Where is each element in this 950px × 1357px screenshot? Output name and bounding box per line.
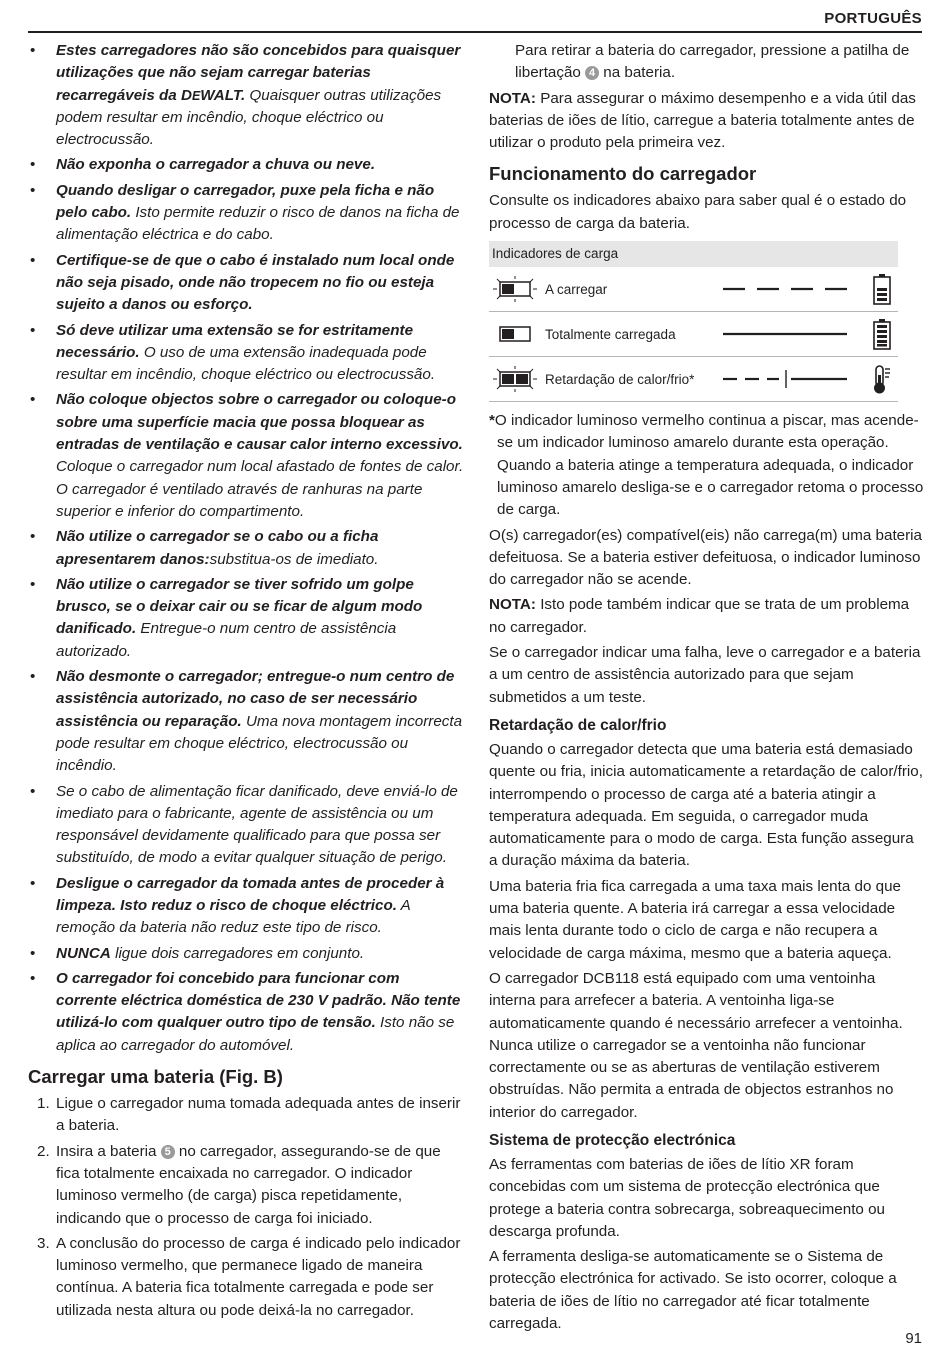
solid-led-icon: [491, 319, 539, 349]
table-row: [489, 357, 898, 402]
note-paragraph: NOTA: Isto pode também indicar que se trata de um problema no carregador.: [489, 596, 910, 636]
list-item: 2. Insira a bateria 5 no carregador, assegurando-se de que fica totalmente encaixada no carregador. O indicador luminoso vermelho (de carga) pisca repetidamente, indicando que o processo de carga foi iniciado.: [37, 1142, 441, 1227]
list-item: • Não exponha o carregador a chuva ou neve.: [28, 154, 464, 176]
list-item: • Só deve utilizar uma extensão se for estritamente necessário. O uso de uma extensão inadequada pode resultar em incêndio, choque eléctrico ou electrocussão.: [28, 320, 464, 387]
fan-paragraph: O carregador DCB118 está equipado com uma ventoinha interna para arrefecer a bateria. A ventoinha liga-se automaticamente quando é necessário arrefecer a ventoinha. Nunca utilize o carregador se a ventoinha não funcionar correctamente ou se as aberturas de ventilação estiverem obstruídas. Não permita a entrada de objectos estranhos no interior do carregador.: [489, 969, 903, 1121]
callout-number-badge: 4: [585, 66, 599, 80]
subsection-title-hot-cold: Retardação de calor/frio: [489, 716, 667, 734]
solid-pattern-icon: [723, 312, 853, 356]
hot-cold-pattern-icon: [723, 357, 853, 401]
protection-shutdown-paragraph: A ferramenta desliga-se automaticamente se o Sistema de protecção electrónica for activado. Se isto ocorrer, coloque a bateria de iões de lítio no carregador até ficar totalmente carregada.: [489, 1248, 897, 1333]
indicator-label: Totalmente carregada: [545, 326, 676, 342]
subsection-title-protection: Sistema de protecção electrónica: [489, 1131, 736, 1149]
section-title-operation: Funcionamento do carregador: [489, 163, 757, 185]
indicator-label: A carregar: [545, 281, 608, 297]
list-item: • Se o cabo de alimentação ficar danificado, deve enviá-lo de imediato para o fabricante, agente de assistência ou um responsável devidamente qualificado para que possa ser substituído, de modo a evitar qualquer situação de perigo.: [28, 781, 464, 870]
defective-battery-paragraph: O(s) carregador(es) compatível(eis) não carrega(m) uma bateria defeituosa. Se a bateria estiver defeituosa, o indicador luminoso do carregador não se acende.: [489, 526, 922, 589]
safety-bullet-list: [28, 40, 464, 1057]
cold-battery-paragraph: Uma bateria fria fica carregada a uma taxa mais lenta do que uma bateria quente. A bateria irá carregar a essa velocidade mais lenta durante todo o ciclo de carga e não recupera a velocidade de carga máxima, mesmo que a bateria aqueça.: [489, 877, 901, 962]
list-item: 3. A conclusão do processo de carga é indicado pelo indicador luminoso vermelho, que permanece ligado de maneira contínua. A bateria fica totalmente carregada e pode ser utilizada nesta altura ou pode deixá-la no carregador.: [37, 1234, 461, 1319]
section-title-charging: Carregar uma bateria (Fig. B): [28, 1066, 283, 1088]
intro-paragraph: Consulte os indicadores abaixo para saber qual é o estado do processo de carga da bateria.: [489, 192, 907, 232]
left-column: [28, 40, 464, 1325]
charge-indicator-table: [489, 241, 898, 402]
table-header: Indicadores de carga: [489, 241, 898, 267]
list-item: • Quando desligar o carregador, puxe pela ficha e não pelo cabo. Isto permite reduzir o risco de danos na ficha de alimentação eléctrica e do cabo.: [28, 180, 464, 247]
remove-battery-text: Para retirar a bateria do carregador, pressione a patilha de libertação 4 na bateria.: [515, 42, 910, 82]
thermometer-icon: [872, 363, 892, 395]
note-paragraph: NOTA: Para assegurar o máximo desempenho e a vida útil das baterias de iões de lítio, carregue a bateria totalmente antes de utilizar o produto pela primeira vez.: [489, 89, 916, 152]
language-header: PORTUGUÊS: [824, 10, 922, 27]
callout-number-badge: 5: [161, 1145, 175, 1159]
blinking-led-icon: [491, 274, 539, 304]
list-item: • Não desmonte o carregador; entregue-o num centro de assistência autorizado, no caso de ser necessário assistência ou reparação. Uma nova montagem incorrecta pode resultar em choque eléctrico, electrocussão ou incêndio.: [28, 666, 464, 777]
list-item: • Não utilize o carregador se tiver sofrido um golpe brusco, se o deixar cair ou se ficar de algum modo danificado. Entregue-o num centro de assistência autorizado.: [28, 574, 464, 663]
right-column: [489, 40, 925, 1338]
blinking-dual-led-icon: [491, 364, 539, 394]
list-item: • O carregador foi concebido para funcionar com corrente eléctrica doméstica de 230 V padrão. Não tente utilizá-lo com qualquer outro tipo de tensão. Isto não se aplica ao carregador do automóvel.: [28, 968, 464, 1057]
list-item: • NUNCA ligue dois carregadores em conjunto.: [28, 943, 464, 965]
header-divider: [28, 31, 922, 33]
list-item: • Não coloque objectos sobre o carregador ou coloque-o sobre uma superfície macia que possa bloquear as entradas de ventilação e causar calor interno excessivo. Coloque o carregador num local afastado de fontes de calor. O carregador é ventilado através de ranhuras na parte superior e inferior do compartimento.: [28, 389, 464, 523]
page-number: 91: [905, 1330, 922, 1347]
charging-steps-list: [28, 1093, 464, 1322]
table-row: [489, 312, 898, 357]
list-item: • Não utilize o carregador se o cabo ou a ficha apresentarem danos:substitua-os de imediato.: [28, 526, 464, 571]
table-row: [489, 267, 898, 312]
list-item: • Desligue o carregador da tomada antes de proceder à limpeza. Isto reduz o risco de choque eléctrico. A remoção da bateria não reduz este tipo de risco.: [28, 873, 464, 940]
list-item: • Certifique-se de que o cabo é instalado num local onde não seja pisado, onde não tropecem no fio ou esteja sujeito a danos ou esforço.: [28, 250, 464, 317]
indicator-label: Retardação de calor/frio*: [545, 371, 695, 387]
list-item: • Estes carregadores não são concebidos para quaisquer utilizações que não sejam carregar baterias recarregáveis da DEWALT. Quaisquer outras utilizações podem resultar em incêndio, choque eléctrico ou electrocussão.: [28, 40, 464, 151]
table-footnote: *O indicador luminoso vermelho continua a piscar, mas acende-se um indicador luminoso amarelo durante esta operação. Quando a bateria atinge a temperatura adequada, o indicador luminoso amarelo desliga-se e o carregador retoma o processo de carga.: [489, 412, 924, 519]
battery-full-icon: [872, 318, 892, 350]
protection-paragraph: As ferramentas com baterias de iões de lítio XR foram concebidas com um sistema de protecção electrónica que protege a bateria contra sobrecarga, sobreaquecimento ou descarga profunda.: [489, 1155, 885, 1240]
blinking-pattern-icon: [723, 267, 853, 311]
battery-charging-icon: [872, 273, 892, 305]
hot-cold-paragraph: Quando o carregador detecta que uma bateria está demasiado quente ou fria, inicia automaticamente a retardação de calor/frio, interrompendo o processo de carga até a bateria atingir a temperatura adequada. Em seguida, o carregador muda automaticamente para o modo de carga. Esta função assegura a duração máxima da bateria.: [489, 740, 923, 870]
fault-paragraph: Se o carregador indicar uma falha, leve o carregador e a bateria a um centro de assistência autorizado para que sejam submetidos a um teste.: [489, 644, 921, 706]
list-item: 1. Ligue o carregador numa tomada adequada antes de inserir a bateria.: [37, 1095, 461, 1135]
